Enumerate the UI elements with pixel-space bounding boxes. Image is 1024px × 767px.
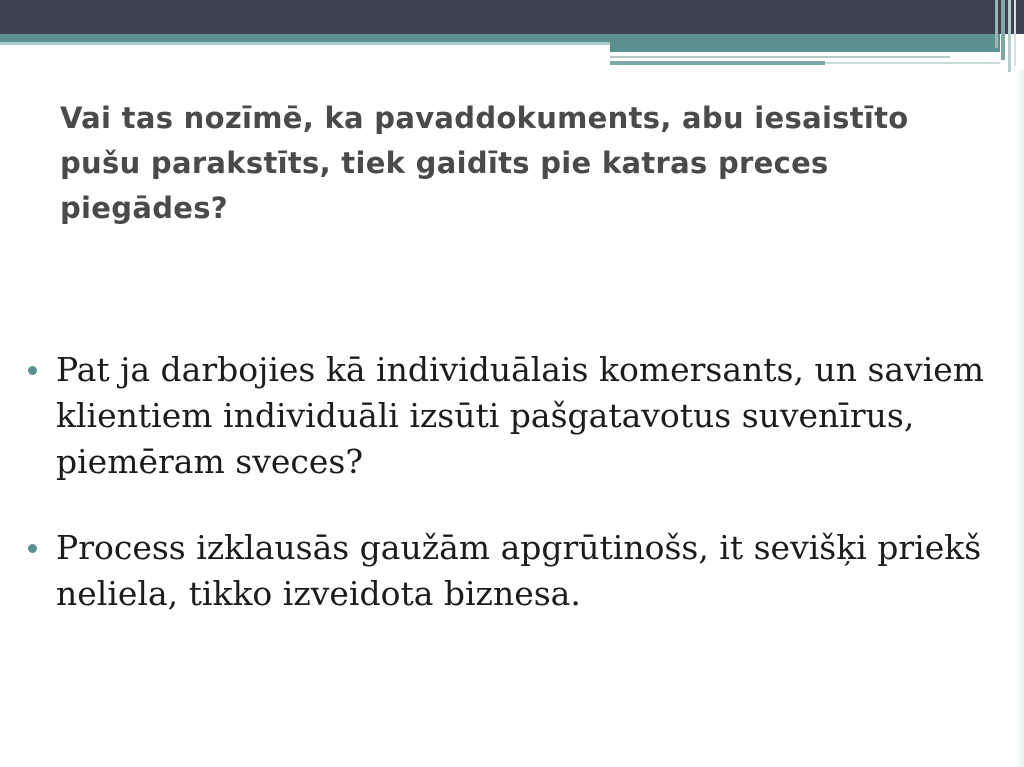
- edge-stripe-1: [995, 0, 998, 48]
- header-bar-teal-light: [0, 42, 610, 45]
- header-line-1: [610, 56, 950, 58]
- header-line-2: [610, 61, 825, 65]
- edge-stripe-3: [1008, 0, 1011, 72]
- slide-title: Vai tas nozīmē, ka pavaddokuments, abu iesaistīto pušu parakstīts, tiek gaidīts pie katras preces piegādes?: [60, 101, 909, 225]
- bullet-text: Pat ja darbojies kā individuālais komersants, un saviem klientiem individuāli izsūti pašgatavotus suvenīrus, piemēram sveces?: [56, 350, 985, 481]
- header-bar-teal-step: [610, 42, 1000, 52]
- edge-stripe-4: [1014, 0, 1016, 66]
- bullet-list: [28, 347, 988, 657]
- bullet-text: Process izklausās gaužām apgrūtinošs, it sevišķi priekš neliela, tikko izveidota biznesa.: [56, 528, 982, 613]
- header-bar-teal: [0, 34, 1000, 42]
- bullet-item: [28, 347, 988, 485]
- bullet-dot-icon: [28, 544, 37, 553]
- edge-stripe-2: [1001, 0, 1005, 60]
- header-line-3: [825, 62, 1000, 64]
- bullet-dot-icon: [28, 366, 37, 375]
- edge-shadow: [1016, 70, 1024, 767]
- bullet-item: [28, 525, 988, 617]
- header-bar-dark: [0, 0, 1024, 34]
